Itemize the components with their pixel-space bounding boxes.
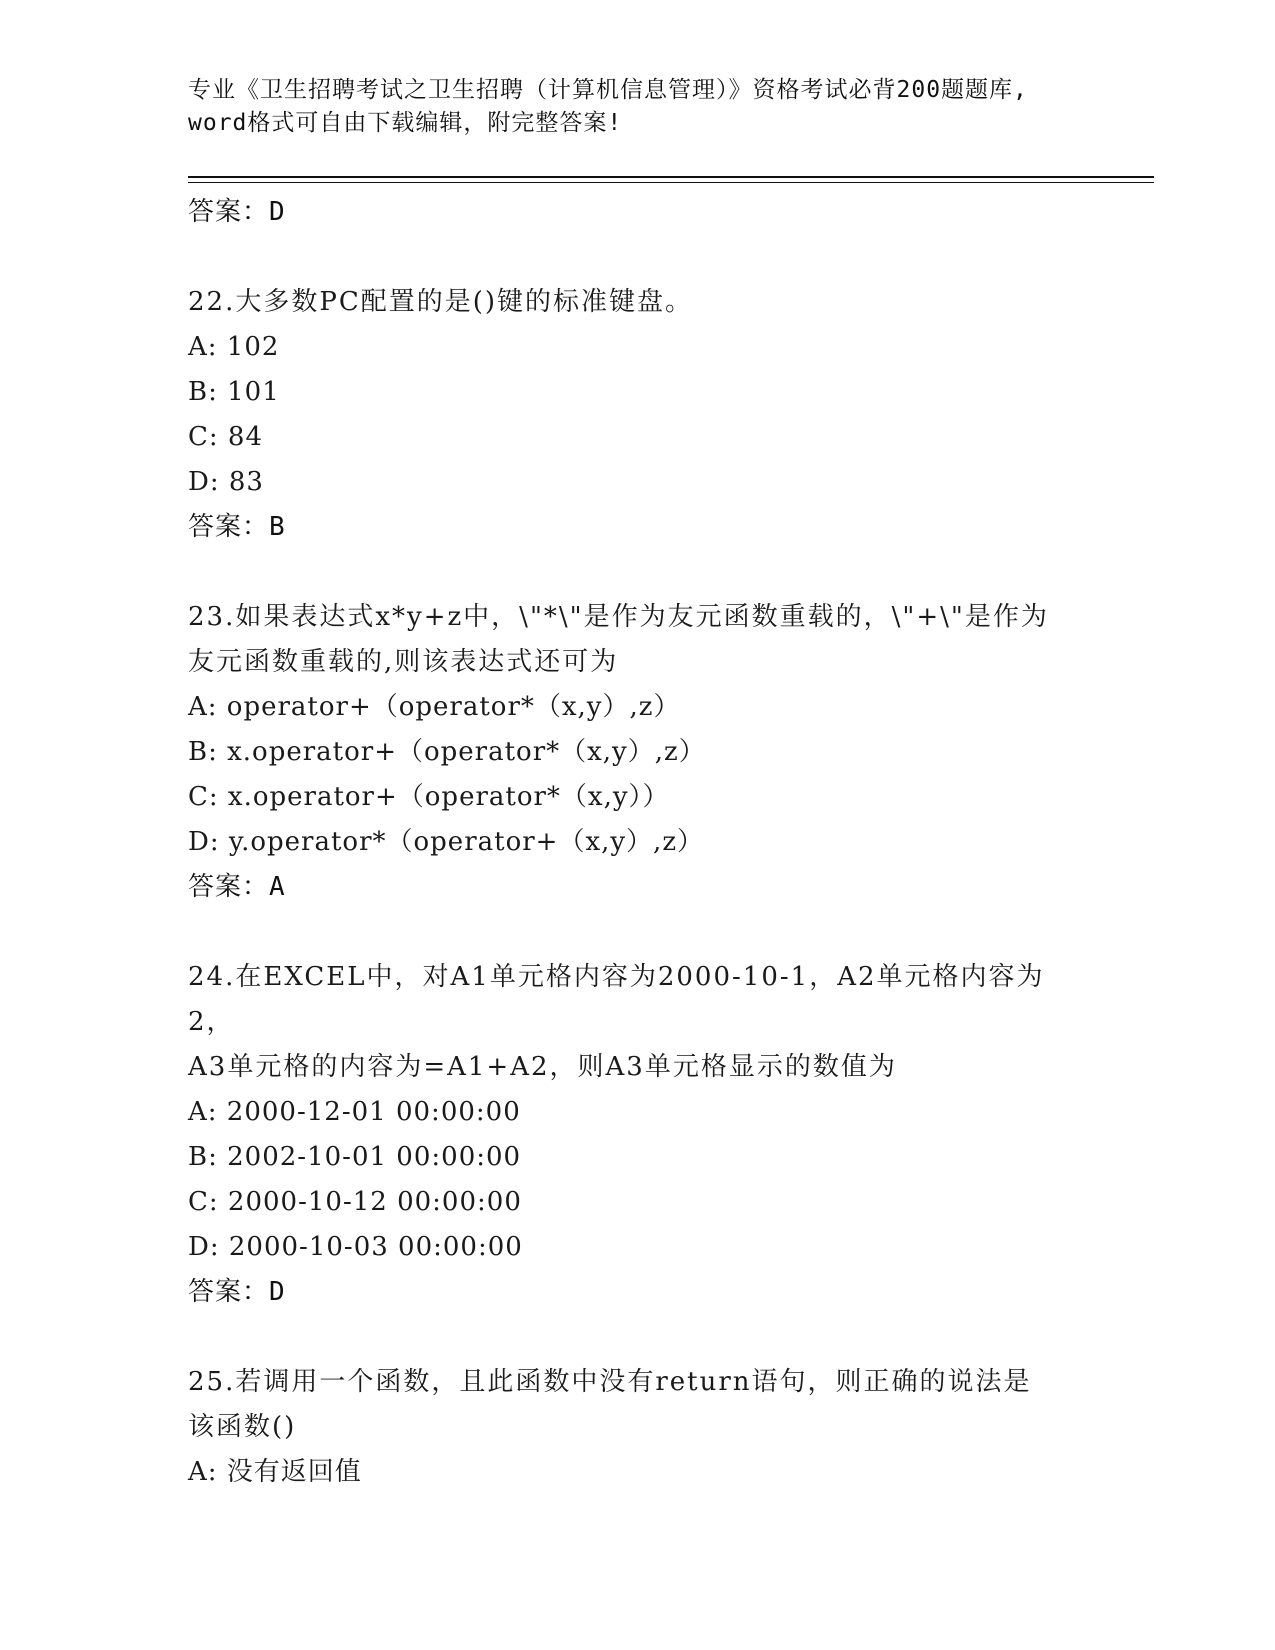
answer: 答案：B xyxy=(188,512,286,542)
option-d: D: 2000-10-03 00:00:00 xyxy=(188,1232,523,1262)
answer: 答案：D xyxy=(188,1277,286,1307)
spacer xyxy=(188,550,1088,595)
option-a: A: 没有返回值 xyxy=(188,1457,362,1487)
option-c: C: x.operator+（operator*（x,y）） xyxy=(188,782,670,812)
option-a: A: 2000-12-01 00:00:00 xyxy=(188,1097,521,1127)
answer-21: 答案：D xyxy=(188,197,286,227)
question-text-line-1: 24.在EXCEL中，对A1单元格内容为2000-10-1，A2单元格内容为2， xyxy=(188,962,1045,1037)
spacer xyxy=(188,1315,1088,1360)
question-text-line-2: 友元函数重载的,则该表达式还可为 xyxy=(188,647,619,677)
document-content xyxy=(188,190,1088,1495)
question-25 xyxy=(188,1360,1088,1495)
option-b: B: 101 xyxy=(188,377,280,407)
question-text: 22.大多数PC配置的是()键的标准键盘。 xyxy=(188,287,694,317)
spacer xyxy=(188,235,1088,280)
question-24 xyxy=(188,955,1088,1315)
question-22 xyxy=(188,280,1088,550)
option-a: A: 102 xyxy=(188,332,280,362)
option-c: C: 2000-10-12 00:00:00 xyxy=(188,1187,522,1217)
option-c: C: 84 xyxy=(188,422,264,452)
option-b: B: x.operator+（operator*（x,y）,z） xyxy=(188,737,706,767)
question-text-line-2: A3单元格的内容为=A1+A2，则A3单元格显示的数值为 xyxy=(188,1052,897,1082)
header-rule-thin xyxy=(188,182,1154,183)
question-text-line-1: 23.如果表达式x*y+z中，\"*\"是作为友元函数重载的，\"+\"是作为 xyxy=(188,602,1049,632)
option-b: B: 2002-10-01 00:00:00 xyxy=(188,1142,522,1172)
header-line-2: word格式可自由下载编辑，附完整答案! xyxy=(188,110,623,136)
spacer xyxy=(188,910,1088,955)
option-d: D: y.operator*（operator+（x,y）,z） xyxy=(188,827,705,857)
header-rule-thick xyxy=(188,176,1154,178)
answer: 答案：A xyxy=(188,872,286,902)
option-a: A: operator+（operator*（x,y）,z） xyxy=(188,692,681,722)
question-text-line-1: 25.若调用一个函数，且此函数中没有return语句，则正确的说法是 xyxy=(188,1367,1032,1397)
option-d: D: 83 xyxy=(188,467,264,497)
question-text-line-2: 该函数() xyxy=(188,1412,297,1442)
document-header xyxy=(188,74,1088,140)
header-line-1: 专业《卫生招聘考试之卫生招聘（计算机信息管理）》资格考试必背200题题库, xyxy=(188,77,1028,103)
question-23 xyxy=(188,595,1088,910)
